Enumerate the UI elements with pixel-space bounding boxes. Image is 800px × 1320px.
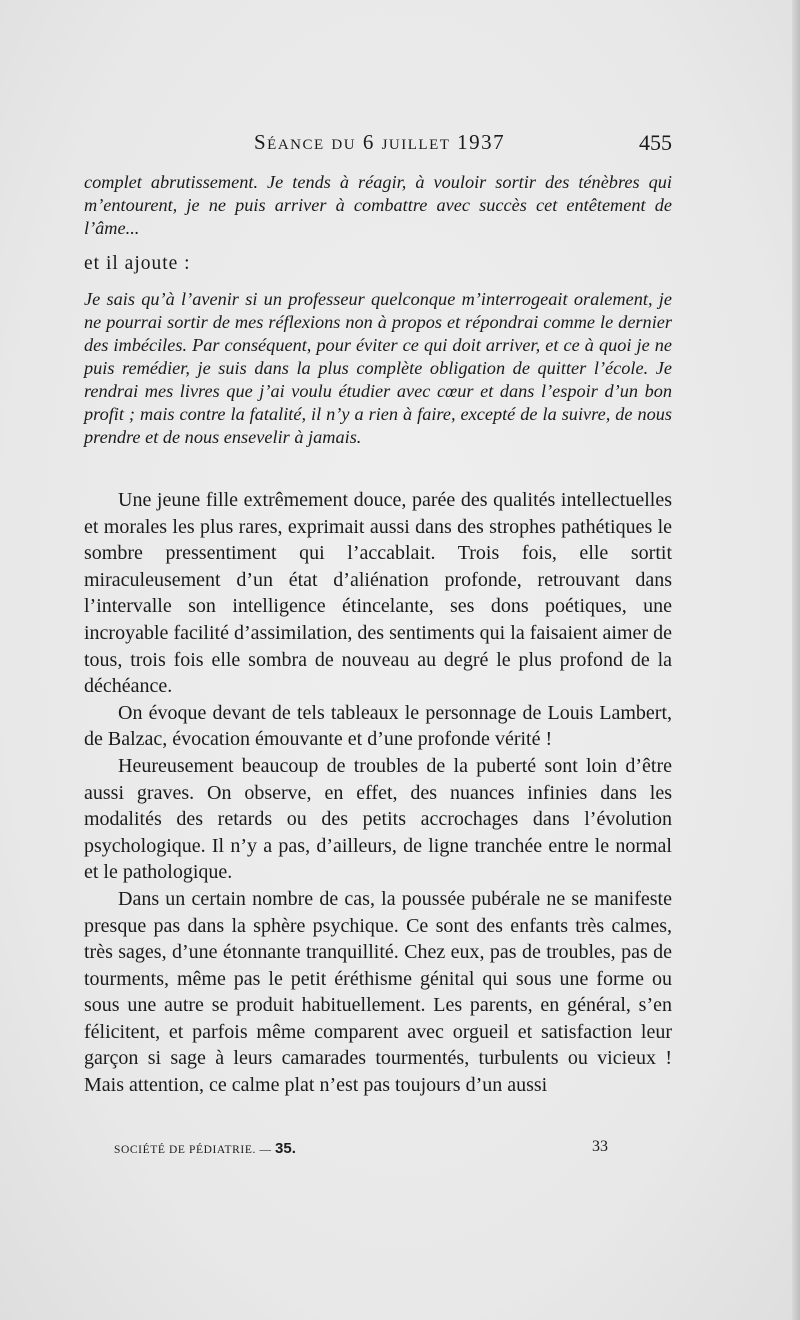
running-title: Séance du 6 juillet 1937 [254,130,506,154]
page-number: 455 [639,130,672,155]
paragraph: Une jeune fille extrêmement douce, parée des qualités intellectuelles et morales les plus rares, exprimait aussi dans des strophes pathétiques le sombre pressentiment qui l’accablait. Trois fois, elle sortit miraculeusement d’un état d’aliénation profonde, retrouvant dans l’intervalle son intelligence étincelante, ses dons poétiques, une incroyable facilité d’assimilation, des sentiments qui la faisaient aimer de tous, trois fois elle sombra de nouveau au degré le plus profond de la déchéance. [84,489,672,698]
paragraph: Dans un certain nombre de cas, la poussée pubérale ne se manifeste presque pas dans la sphère psychique. Ce sont des enfants très calmes, très sages, d’une étonnante tranquillité. Chez eux, pas de troubles, pas de tourments, même pas le petit éréthisme génital qui sous une forme ou sous une autre se produit habituellement. Les parents, en général, s’en félicitent, et parfois même comparent avec orgueil et satisfaction leur garçon si sage à leurs camarades tourmentés, turbulents ou vicieux ! Mais attention, ce calme plat n’est pas toujours d’un aussi [84,887,672,1097]
sheet-number: 33 [592,1138,608,1155]
page-footer [114,1136,614,1160]
body-text [84,487,672,1099]
page-header [84,128,672,160]
quote-continuation: complet abrutissement. Je tends à réagir, à vouloir sortir des ténèbres qui m’entourent, je ne puis arriver à combattre avec succès cet entêtement de l’âme... [84,172,672,238]
quoted-letter: Je sais qu’à l’avenir si un professeur quelconque m’interrogeait oralement, je ne pourrai sortir de mes réflexions non à propos et répondrai comme le dernier des imbéciles. Par conséquent, pour éviter ce qui doit arriver, et ce à quoi je ne puis remédier, je suis dans la plus complète obligation de quitter l’école. Je rendrai mes livres que j’ai voulu étudier avec cœur et dans l’espoir d’un bon profit ; mais contre la fatalité, il n’y a rien à faire, excepté de la suivre, de nous prendre et de nous ensevelir à jamais. [84,289,672,447]
intro-line: et il ajoute : [84,253,191,274]
printer-signature [114,1140,296,1157]
page-edge-shadow [792,0,800,1320]
signature-number: 35. [275,1140,296,1157]
paragraph: Heureusement beaucoup de troubles de la puberté sont loin d’être aussi graves. On observe, en effet, des nuances infinies dans les modalités des retards ou des petits accrochages dans l’évolution psychologique. Il n’y a pas, d’ailleurs, de ligne tranchée entre le normal et le pathologique. [84,754,672,884]
signature-text: SOCIÉTÉ DE PÉDIATRIE. — [114,1144,272,1156]
paragraph: On évoque devant de tels tableaux le personnage de Louis Lambert, de Balzac, évocation émouvante et d’une profonde vérité ! [84,701,672,751]
